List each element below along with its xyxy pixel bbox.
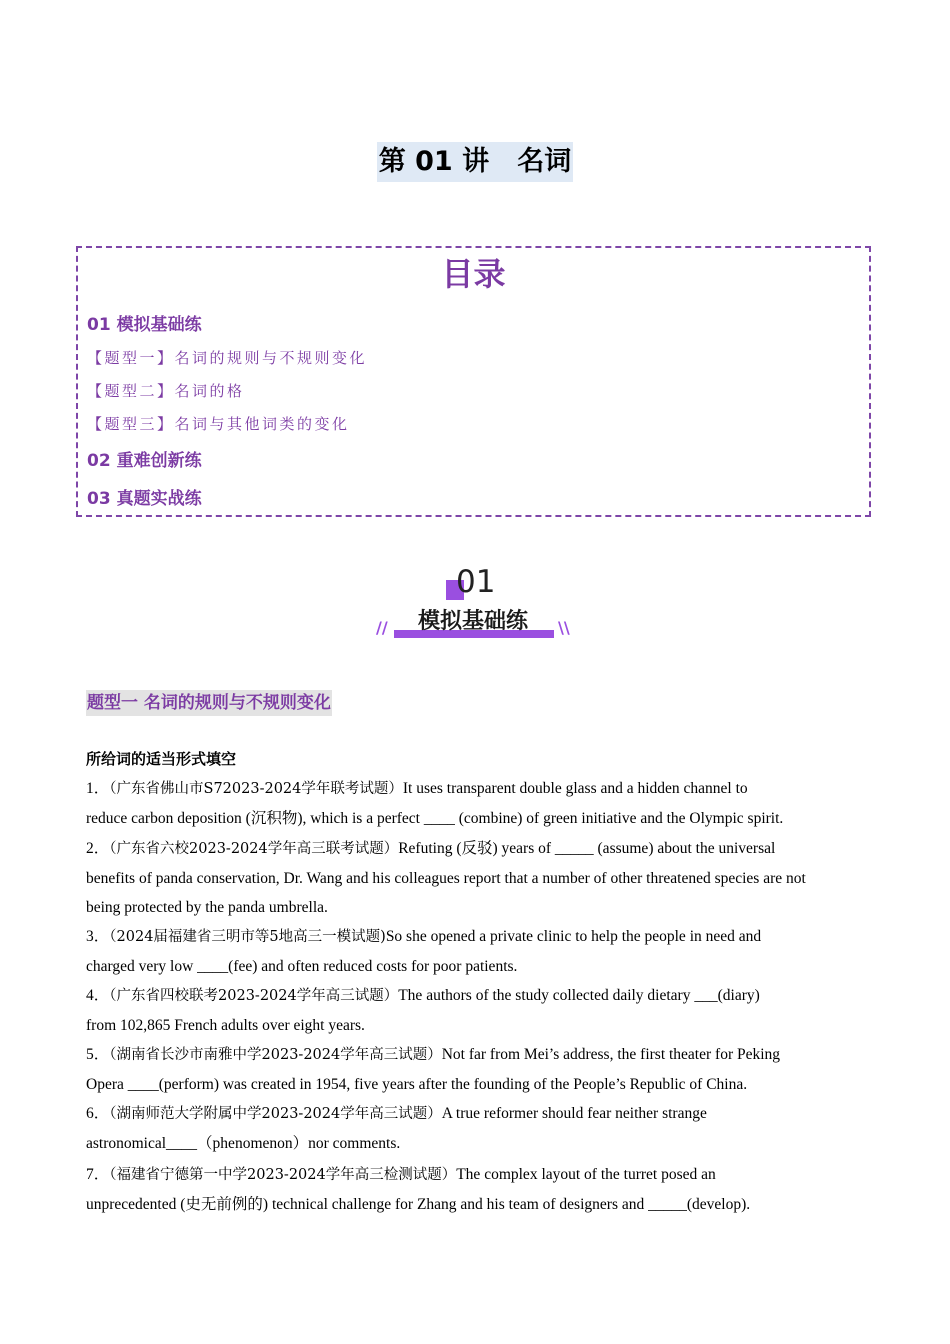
question-type-heading: 题型一 名词的规则与不规则变化 [86,690,332,716]
question-2-line-3: being protected by the panda umbrella. [86,899,328,916]
question-number: 1． [86,780,110,797]
question-4-line-2: from 102,865 French adults over eight years. [86,1017,365,1034]
question-text: The authors of the study collected daily dietary ___(diary) [398,987,760,1004]
question-2-line-1 [86,834,863,865]
question-4-line-1 [86,981,863,1012]
question-source: （福建省宁德第一中学2023-2024学年高三检测试题） [109,1167,457,1183]
question-text: It uses transparent double glass and a hidden channel to [402,780,748,797]
question-text: Not far from Mei’s address, the first theater for Peking [441,1046,781,1063]
question-source: （湖南省长沙市南雅中学2023-2024学年高三试题） [109,1047,442,1063]
toc-item-type-3[interactable]: 【题型三】名词与其他词类的变化 [87,415,350,433]
question-number: 3． [86,928,110,945]
question-6-line-1 [86,1099,863,1130]
question-3-line-2: charged very low ____(fee) and often reduced costs for poor patients. [86,958,518,975]
question-7-line-1 [86,1160,863,1191]
toc-item-section-01[interactable]: 01 模拟基础练 [87,315,202,335]
banner-label: 模拟基础练 [417,609,528,634]
question-6-line-2: astronomical____（phenomenon）nor comments. [86,1135,401,1152]
question-source: （湖南师范大学附属中学2023-2024学年高三试题） [109,1106,442,1122]
instruction: 所给词的适当形式填空 [86,750,237,768]
question-number: 2． [86,840,110,857]
question-number: 4． [86,987,110,1004]
question-text: So she opened a private clinic to help the people in need and [385,928,762,945]
banner-number: 01 [456,564,496,600]
question-5-line-2: Opera ____(perform) was created in 1954, five years after the founding of the People’s Republic of China. [86,1076,748,1093]
question-5-line-1 [86,1040,863,1071]
section-banner [370,562,580,646]
question-number: 5． [86,1046,110,1063]
toc-item-type-1[interactable]: 【题型一】名词的规则与不规则变化 [87,349,368,367]
toc-item-section-02[interactable]: 02 重难创新练 [87,451,202,471]
question-source: （广东省六校2023-2024学年高三联考试题） [109,841,399,857]
toc-heading: 目录 [441,255,506,293]
question-2-line-2: benefits of panda conservation, Dr. Wang and his colleagues report that a number of other threatened species are not [86,870,806,887]
question-source: （2024届福建省三明市等5地高三一模试题) [109,929,386,945]
question-3-line-1 [86,922,863,953]
question-text: A true reformer should fear neither strange [441,1105,707,1122]
table-of-contents [76,246,871,517]
banner-slash-left: // [376,618,388,637]
toc-item-type-2[interactable]: 【题型二】名词的格 [87,382,245,400]
title-wrap [0,142,950,182]
question-source: （广东省四校联考2023-2024学年高三试题） [109,988,399,1004]
banner-slash-right: \\ [558,618,570,637]
question-text: The complex layout of the turret posed an [456,1166,716,1183]
question-1-line-2: reduce carbon deposition (沉积物), which is a perfect ____ (combine) of green initiative and the Olympic spirit. [86,810,784,827]
question-1-line-1 [86,774,863,805]
page-title: 第 01 讲 名词 [377,142,574,182]
question-7-line-2: unprecedented (史无前例的) technical challenge for Zhang and his team of designers and _____(develop). [86,1196,751,1213]
question-text: Refuting (反驳) years of _____ (assume) about the universal [398,840,776,857]
question-source: （广东省佛山市S72023-2024学年联考试题） [109,781,403,797]
toc-item-section-03[interactable]: 03 真题实战练 [87,489,202,509]
question-number: 7． [86,1166,110,1183]
question-number: 6． [86,1105,110,1122]
